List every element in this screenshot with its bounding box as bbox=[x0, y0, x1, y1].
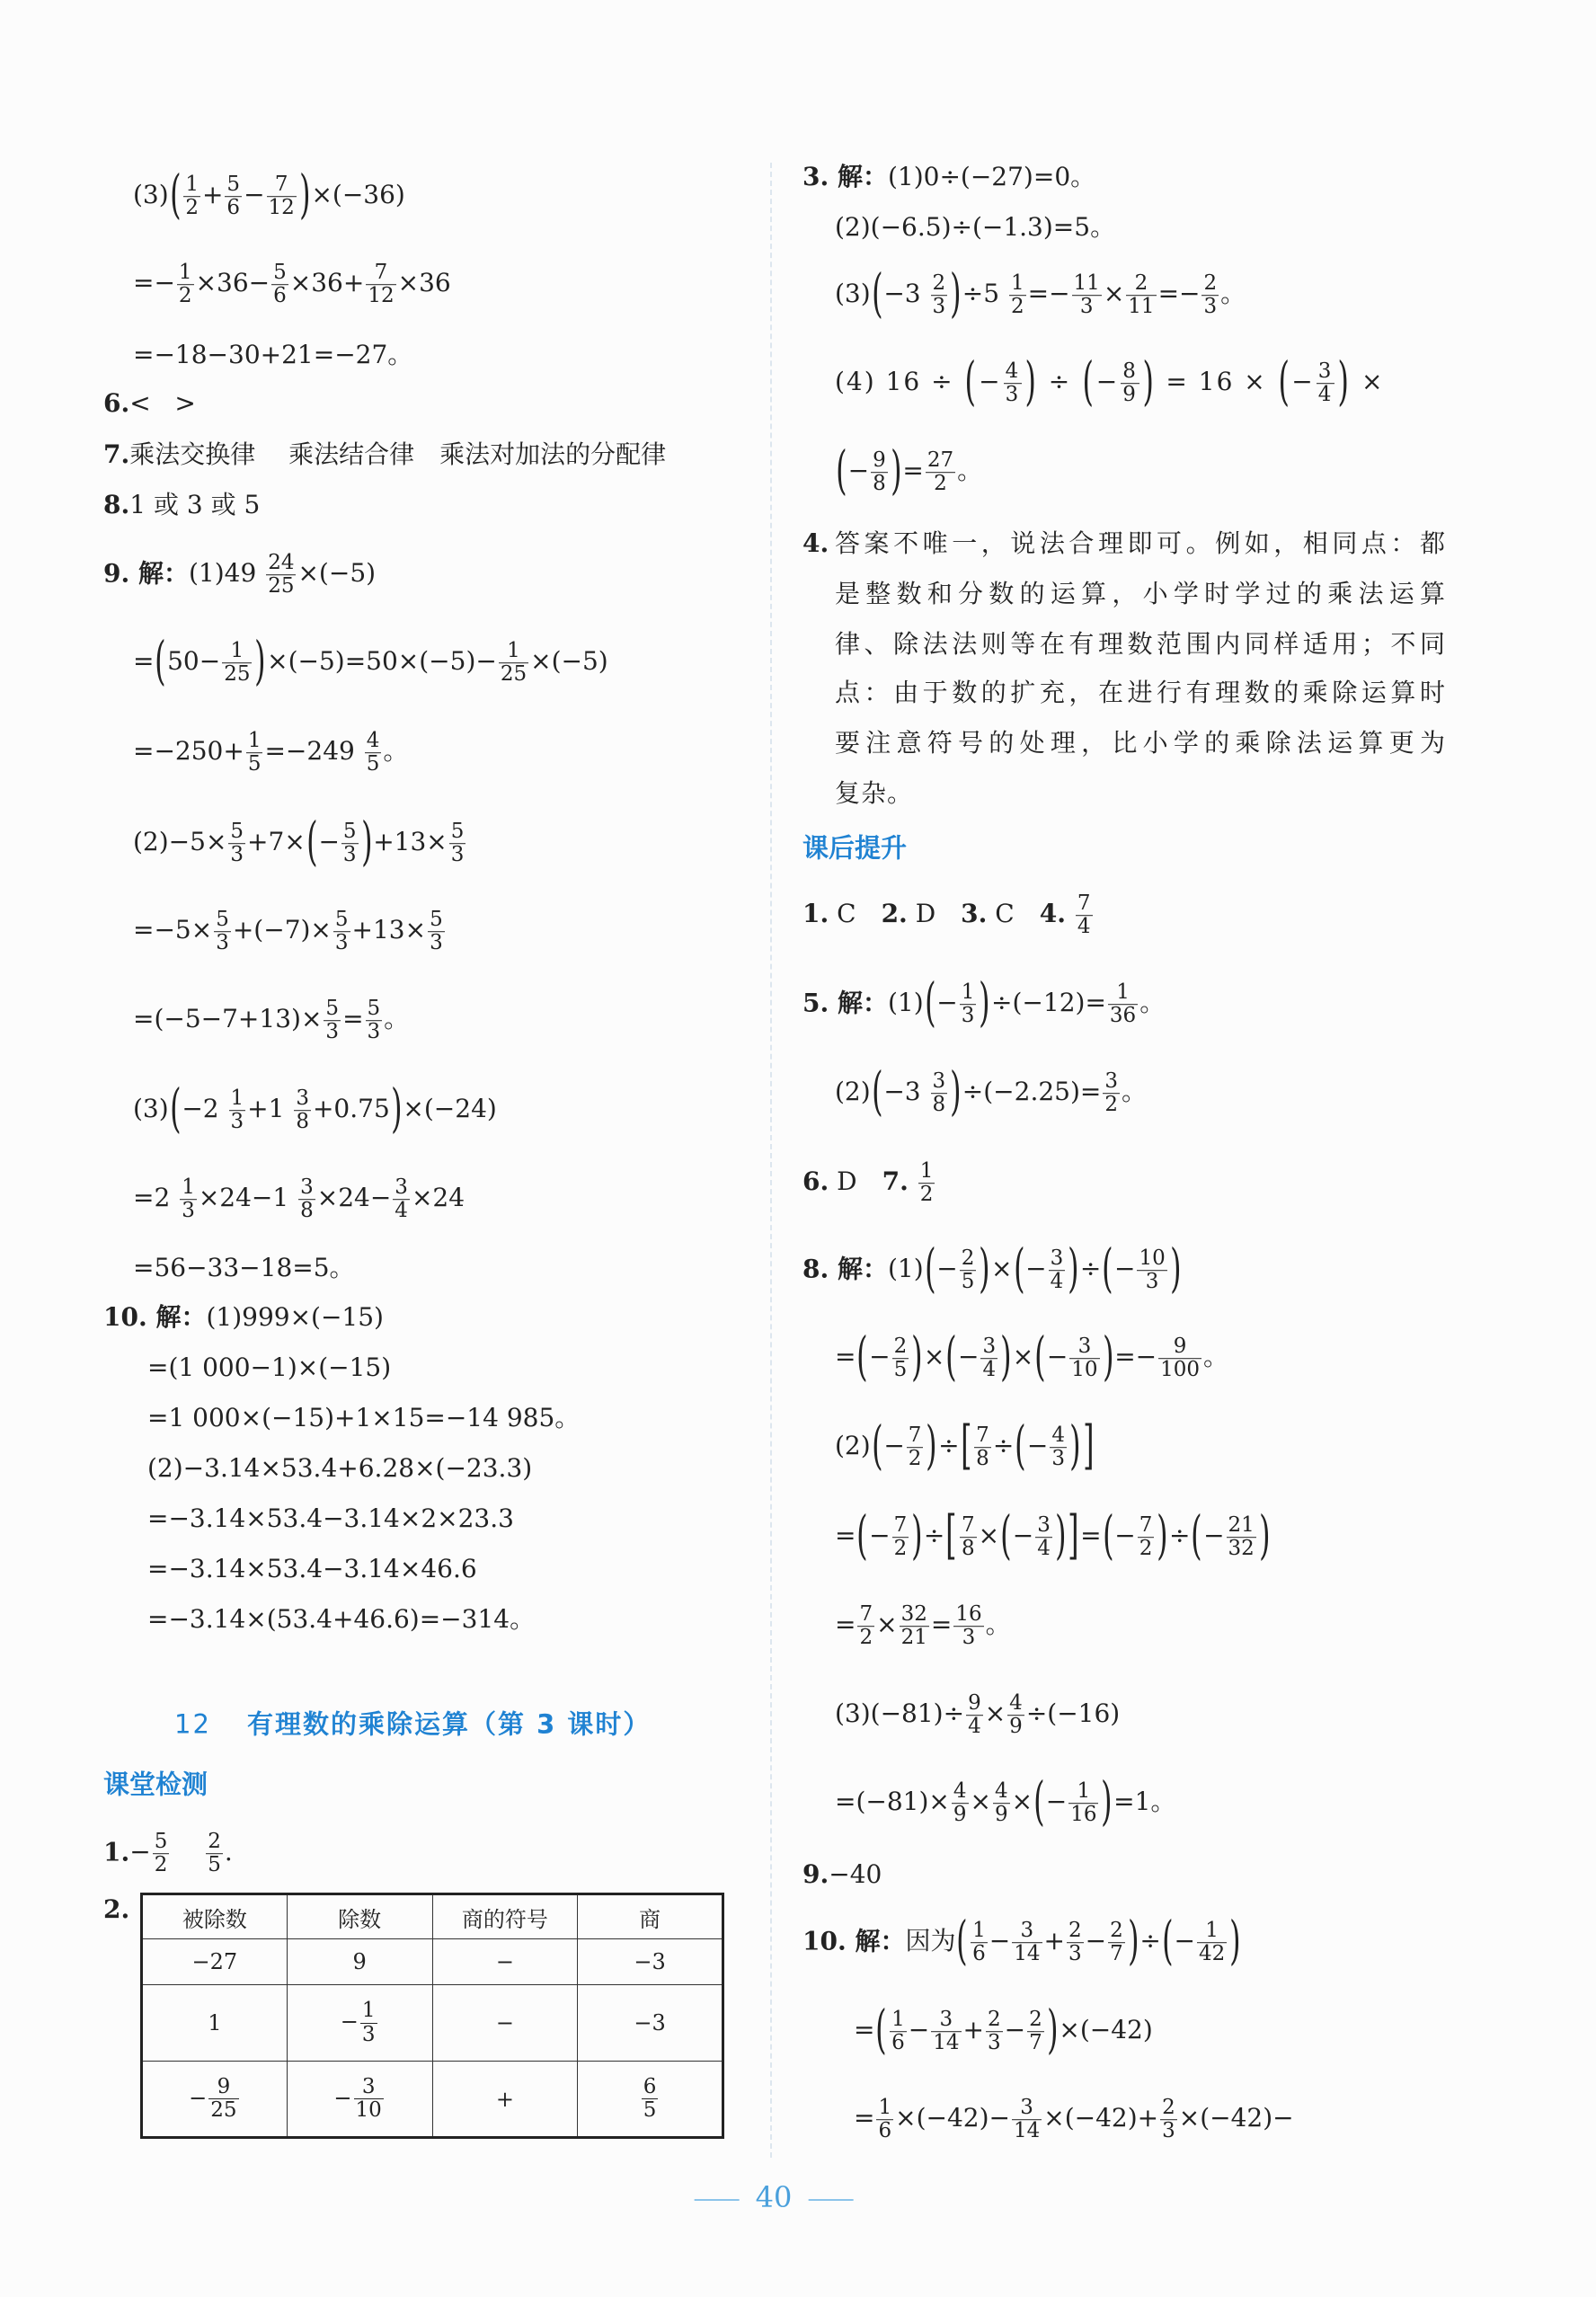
page-number: 40 bbox=[755, 2180, 793, 2214]
header-cell: 被除数 bbox=[142, 1894, 288, 1939]
expr: (2)(−6.5)÷(−1.3)=5。 bbox=[835, 212, 1116, 242]
math-line bbox=[835, 212, 1116, 242]
fraction: $\frac{1}{3}$ bbox=[230, 1086, 244, 1134]
fraction: $\frac{16}{3}$ bbox=[955, 1602, 982, 1650]
expr: =(−81)× $\frac{4}{9}$ × $\frac{4}{9}$ ×(− $\frac{1}{16}$ )=1。 bbox=[835, 1770, 1176, 1831]
expr: =−3.14×53.4−3.14×2×23.3 bbox=[147, 1503, 514, 1533]
math-line bbox=[133, 164, 405, 225]
answer-1 bbox=[103, 1831, 233, 1877]
expr: (4) 16 ÷ (− $\frac{4}{3}$ ) ÷ (− $\frac{8}{9}$ ) = 16 × (− $\frac{3}{4}$ ) × bbox=[835, 350, 1385, 412]
fraction: $\frac{7}{12}$ bbox=[368, 261, 395, 308]
fraction: $\frac{1}{3}$ bbox=[961, 980, 975, 1028]
fraction: $\frac{32}{21}$ bbox=[900, 1602, 927, 1650]
answer-4-text: 点：由于数的扩充，在进行有理数的乘除运算时 bbox=[835, 678, 1446, 707]
table-cell: −3 bbox=[578, 1939, 723, 1985]
expr: (2)(− $\frac{7}{2}$ )÷[ $\frac{7}{8}$ ÷(− $\frac{4}{3}$ )] bbox=[835, 1415, 1095, 1476]
fraction: $\frac{5}{3}$ bbox=[430, 908, 443, 955]
expr: −40 bbox=[829, 1859, 882, 1889]
expr: 1. C 2. D 3. C 4. $\frac{7}{4}$ bbox=[802, 891, 1091, 939]
fraction: $\frac{2}{3}$ bbox=[1203, 271, 1218, 319]
fraction: $\frac{2}{3}$ bbox=[1162, 2096, 1175, 2143]
question-number: 7. bbox=[103, 439, 130, 469]
math-line bbox=[147, 1503, 514, 1533]
fraction: $\frac{5}{2}$ bbox=[154, 1830, 168, 1877]
expr: =(50− $\frac{1}{25}$ )×(−5)=50×(−5)− $\frac{1}{25}$ ×(−5) bbox=[133, 630, 608, 691]
expr: =−3.14×53.4−3.14×46.6 bbox=[147, 1554, 477, 1583]
fraction: $\frac{3}{4}$ bbox=[1050, 1246, 1064, 1294]
column-divider bbox=[770, 163, 772, 2158]
fraction: $\frac{4}{3}$ bbox=[1005, 359, 1021, 407]
math-line bbox=[835, 350, 1385, 412]
fraction: $\frac{2}{5}$ bbox=[893, 1335, 908, 1382]
answer-9 bbox=[103, 552, 376, 599]
fraction: $\frac{5}{3}$ bbox=[367, 997, 381, 1044]
expr: =2 $\frac{1}{3}$ ×24−1 $\frac{3}{8}$ ×24− $\frac{3}{4}$ ×24 bbox=[133, 1175, 466, 1223]
fraction: $\frac{2}{3}$ bbox=[987, 2008, 1001, 2055]
math-line bbox=[147, 1403, 581, 1432]
answer-10 bbox=[103, 1302, 384, 1332]
table-cell: 9 bbox=[287, 1939, 432, 1985]
fraction: $\frac{9}{8}$ bbox=[873, 448, 886, 496]
math-line bbox=[133, 630, 608, 691]
header-cell: 除数 bbox=[287, 1894, 432, 1939]
fraction: $\frac{3}{4}$ bbox=[1317, 359, 1334, 407]
table-cell: − $\frac{3}{10}$ bbox=[287, 2062, 432, 2138]
math-line bbox=[835, 1326, 1229, 1387]
table-cell bbox=[578, 2062, 723, 2138]
expr: (− $\frac{9}{8}$ )= $\frac{27}{2}$ 。 bbox=[836, 439, 983, 501]
fraction: $\frac{21}{32}$ bbox=[1228, 1513, 1255, 1561]
table-header-row bbox=[142, 1894, 723, 1939]
table-cell: −3 bbox=[578, 1985, 723, 2062]
fraction: $\frac{1}{16}$ bbox=[1070, 1779, 1097, 1827]
math-line bbox=[835, 1504, 1271, 1565]
fraction: $\frac{1}{36}$ bbox=[1109, 980, 1137, 1028]
subsection-heading: 课堂检测 bbox=[103, 1769, 208, 1800]
question-number: 1. bbox=[103, 1837, 130, 1867]
fraction: $\frac{11}{3}$ bbox=[1073, 271, 1100, 319]
math-line bbox=[854, 1999, 1153, 2060]
fraction: $\frac{6}{5}$ bbox=[643, 2074, 657, 2122]
table-row bbox=[142, 2062, 723, 2138]
math-line bbox=[835, 1692, 1120, 1739]
math-line bbox=[133, 1255, 355, 1281]
fraction: $\frac{3}{14}$ bbox=[1013, 2096, 1041, 2143]
table-cell: + bbox=[432, 2062, 578, 2138]
fraction: $\frac{2}{3}$ bbox=[932, 271, 946, 319]
answer-5 bbox=[802, 971, 1166, 1033]
fraction: $\frac{3}{8}$ bbox=[296, 1086, 309, 1134]
fraction: $\frac{3}{8}$ bbox=[932, 1069, 946, 1117]
table-cell: − bbox=[432, 1939, 578, 1985]
answer-8 bbox=[802, 1237, 1182, 1299]
fraction: $\frac{7}{2}$ bbox=[908, 1423, 922, 1471]
question-number: 6. bbox=[103, 388, 130, 418]
expr: = $\frac{1}{6}$ ×(−42)− $\frac{3}{14}$ ×(−42)+ $\frac{2}{3}$ ×(−42)− bbox=[854, 2096, 1294, 2143]
fraction: $\frac{8}{9}$ bbox=[1122, 359, 1138, 407]
expr: =(− $\frac{7}{2}$ )÷[ $\frac{7}{8}$ ×(− $\frac{3}{4}$ )]=(− $\frac{7}{2}$ )÷(− $\frac{21}{32}$ ) bbox=[835, 1504, 1271, 1565]
math-line bbox=[835, 1060, 1148, 1122]
fraction: $\frac{1}{3}$ bbox=[361, 1999, 376, 2046]
fraction: $\frac{1}{2}$ bbox=[178, 261, 192, 308]
fraction: $\frac{5}{3}$ bbox=[342, 820, 357, 867]
expr: (3)(−2 $\frac{1}{3}$ +1 $\frac{3}{8}$ +0.75)×(−24) bbox=[133, 1078, 497, 1139]
footer-dash bbox=[808, 2199, 853, 2201]
fraction: $\frac{3}{10}$ bbox=[355, 2074, 382, 2122]
question-number: 3. 解： bbox=[802, 162, 888, 191]
table-cell: − bbox=[432, 1985, 578, 2062]
math-line bbox=[133, 730, 408, 776]
fraction: $\frac{9}{25}$ bbox=[210, 2074, 237, 2122]
table-cell: − $\frac{9}{25}$ bbox=[142, 2062, 288, 2138]
fraction: $\frac{1}{6}$ bbox=[891, 2008, 905, 2055]
expr: =1 000×(−15)+1×15=−14 985。 bbox=[147, 1403, 581, 1432]
header-cell: 商的符号 bbox=[432, 1894, 578, 1939]
fraction: $\frac{4}{5}$ bbox=[366, 729, 380, 776]
expr: (2)−5× $\frac{5}{3}$ +7×(− $\frac{5}{3}$ )+13× $\frac{5}{3}$ bbox=[133, 811, 465, 872]
math-line bbox=[835, 439, 983, 501]
fraction: $\frac{3}{4}$ bbox=[1037, 1513, 1051, 1561]
fraction: $\frac{1}{42}$ bbox=[1198, 1919, 1226, 1966]
fraction: $\frac{5}{3}$ bbox=[325, 997, 340, 1044]
fraction: $\frac{27}{2}$ bbox=[927, 448, 954, 496]
answer-3 bbox=[802, 164, 1095, 190]
fraction: $\frac{24}{25}$ bbox=[268, 551, 295, 599]
expr: =−5× $\frac{5}{3}$ +(−7)× $\frac{5}{3}$ +13× $\frac{5}{3}$ bbox=[133, 908, 443, 955]
fraction: $\frac{5}{3}$ bbox=[334, 908, 349, 955]
question-number: 10. 解： bbox=[802, 1926, 906, 1956]
fraction: $\frac{10}{3}$ bbox=[1139, 1246, 1166, 1294]
question-number: 10. 解： bbox=[103, 1302, 207, 1332]
fraction: $\frac{7}{4}$ bbox=[1077, 891, 1091, 939]
fraction: $\frac{7}{2}$ bbox=[1139, 1513, 1153, 1561]
math-line bbox=[835, 1603, 1011, 1650]
math-line bbox=[133, 1176, 465, 1223]
expr: 因为( $\frac{1}{6}$ − $\frac{3}{14}$ + $\frac{2}{3}$ − $\frac{2}{7}$ )÷(− $\frac{1}{42}$ ) bbox=[905, 1910, 1241, 1971]
fraction: $\frac{4}{9}$ bbox=[994, 1779, 1008, 1827]
fraction: $\frac{9}{100}$ bbox=[1160, 1335, 1201, 1382]
expr: < > bbox=[129, 388, 196, 418]
expr: 乘法交换律 乘法结合律 乘法对加法的分配律 bbox=[129, 439, 667, 469]
math-line bbox=[133, 909, 447, 955]
fraction: $\frac{1}{25}$ bbox=[224, 639, 251, 687]
expr: =−18−30+21=−27。 bbox=[133, 340, 413, 369]
question-number: 8. bbox=[103, 490, 130, 519]
expr: =( $\frac{1}{6}$ − $\frac{3}{14}$ + $\frac{2}{3}$ − $\frac{2}{7}$ )×(−42) bbox=[854, 1999, 1153, 2060]
answer-4-text: 复杂。 bbox=[835, 778, 914, 808]
fraction: $\frac{3}{14}$ bbox=[933, 2008, 960, 2055]
expr: (3)(−81)÷ $\frac{9}{4}$ × $\frac{4}{9}$ ÷(−16) bbox=[835, 1691, 1121, 1739]
fraction: $\frac{5}{3}$ bbox=[216, 908, 229, 955]
fraction: $\frac{5}{3}$ bbox=[230, 820, 244, 867]
answer-4-text: 是整数和分数的运算，小学时学过的乘法运算 bbox=[835, 579, 1446, 608]
expr: = $\frac{7}{2}$ × $\frac{32}{21}$ = $\frac{16}{3}$ 。 bbox=[835, 1602, 1011, 1650]
math-line bbox=[147, 1556, 477, 1582]
fraction: $\frac{2}{11}$ bbox=[1128, 271, 1155, 319]
fraction: $\frac{3}{2}$ bbox=[1104, 1069, 1118, 1117]
expr: =−3.14×(53.4+46.6)=−314。 bbox=[147, 1604, 536, 1634]
expr: 1 或 3 或 5 bbox=[129, 490, 261, 519]
fraction: $\frac{4}{3}$ bbox=[1051, 1423, 1066, 1471]
math-line bbox=[147, 1604, 536, 1634]
fraction: $\frac{9}{4}$ bbox=[968, 1691, 981, 1739]
fraction: $\frac{1}{5}$ bbox=[247, 729, 262, 776]
table-row bbox=[142, 1985, 723, 2062]
fraction: $\frac{2}{5}$ bbox=[961, 1246, 975, 1294]
section-number: 12 bbox=[174, 1708, 211, 1740]
math-line bbox=[133, 998, 409, 1044]
page-footer bbox=[678, 2180, 870, 2214]
fraction: $\frac{4}{9}$ bbox=[1009, 1691, 1023, 1739]
answer-4-text: 答案不唯一，说法合理即可。例如，相同点：都 bbox=[835, 528, 1446, 558]
expr: (3)(−3 $\frac{2}{3}$ )÷5 $\frac{1}{2}$ =− $\frac{11}{3}$ × $\frac{2}{11}$ =− $\frac{2}{3}$ 。 bbox=[835, 262, 1246, 324]
expr: (1)49 $\frac{24}{25}$ ×(−5) bbox=[188, 551, 377, 599]
fraction: $\frac{3}{14}$ bbox=[1014, 1919, 1041, 1966]
section-title bbox=[174, 1708, 652, 1740]
fraction: $\frac{7}{8}$ bbox=[961, 1513, 975, 1561]
answer-4-text: 要注意符号的处理，比小学的乘除法运算更为 bbox=[835, 728, 1446, 758]
math-line bbox=[835, 1415, 1095, 1476]
fraction: $\frac{3}{4}$ bbox=[982, 1335, 997, 1382]
fraction: $\frac{2}{3}$ bbox=[1068, 1919, 1082, 1966]
answer-4-text: 律、除法法则等在有理数范围内同样适用；不同 bbox=[835, 629, 1446, 659]
expr: =(−5−7+13)× $\frac{5}{3}$ = $\frac{5}{3}$ 。 bbox=[133, 997, 410, 1044]
fraction: $\frac{7}{2}$ bbox=[859, 1602, 873, 1650]
expr: =(− $\frac{2}{5}$ )×(− $\frac{3}{4}$ )×(− $\frac{3}{10}$ )=− $\frac{9}{100}$ 。 bbox=[835, 1326, 1229, 1387]
expr: (2)−3.14×53.4+6.28×(−23.3) bbox=[147, 1453, 533, 1483]
math-line bbox=[133, 1078, 497, 1139]
math-line bbox=[133, 342, 412, 368]
fraction: $\frac{1}{2}$ bbox=[919, 1159, 934, 1207]
division-table bbox=[140, 1893, 724, 2139]
answer-8 bbox=[103, 492, 260, 518]
table-cell: −27 bbox=[142, 1939, 288, 1985]
math-line bbox=[133, 811, 467, 872]
fraction: $\frac{1}{2}$ bbox=[1010, 271, 1024, 319]
math-line bbox=[835, 1770, 1176, 1831]
footer-dash bbox=[695, 2199, 740, 2201]
table-row bbox=[142, 1939, 723, 1985]
answer-7 bbox=[103, 439, 667, 469]
fraction: $\frac{5}{6}$ bbox=[273, 261, 287, 308]
expr: (1)999×(−15) bbox=[206, 1302, 384, 1332]
math-line bbox=[854, 2097, 1294, 2143]
fraction: $\frac{1}{6}$ bbox=[878, 2096, 892, 2143]
subsection-heading: 课后提升 bbox=[802, 832, 908, 864]
table-cell: − $\frac{1}{3}$ bbox=[287, 1985, 432, 2062]
expr: (1)(− $\frac{1}{3}$ )÷(−12)= $\frac{1}{36}$ 。 bbox=[887, 971, 1166, 1033]
fraction: $\frac{1}{2}$ bbox=[185, 173, 199, 220]
fraction: $\frac{7}{8}$ bbox=[976, 1423, 989, 1471]
question-number: 4. bbox=[802, 528, 829, 558]
question-number: 8. 解： bbox=[802, 1254, 888, 1284]
math-line bbox=[133, 262, 451, 308]
fraction: $\frac{7}{2}$ bbox=[893, 1513, 908, 1561]
fraction: $\frac{2}{7}$ bbox=[1110, 1919, 1123, 1966]
fraction: $\frac{1}{25}$ bbox=[500, 639, 528, 687]
expr: (3)( $\frac{1}{2}$ + $\frac{5}{6}$ − $\frac{7}{12}$ )×(−36) bbox=[133, 164, 405, 225]
fraction: $\frac{1}{3}$ bbox=[182, 1175, 195, 1223]
expr: (2)(−3 $\frac{3}{8}$ )÷(−2.25)= $\frac{3}{2}$ 。 bbox=[835, 1060, 1148, 1122]
fraction: $\frac{5}{3}$ bbox=[450, 820, 465, 867]
question-number: 9. bbox=[802, 1859, 829, 1889]
fraction: $\frac{3}{4}$ bbox=[395, 1175, 408, 1223]
expr: (1)(− $\frac{2}{5}$ )×(− $\frac{3}{4}$ )÷(− $\frac{10}{3}$ ) bbox=[887, 1237, 1182, 1299]
answer-6 bbox=[103, 388, 196, 418]
fraction: $\frac{4}{9}$ bbox=[953, 1779, 967, 1827]
expr: 6. D 7. $\frac{1}{2}$ bbox=[802, 1159, 934, 1207]
expr: =56−33−18=5。 bbox=[133, 1253, 355, 1282]
math-line bbox=[147, 1453, 533, 1483]
fraction: $\frac{3}{8}$ bbox=[300, 1175, 314, 1223]
fraction: $\frac{2}{5}$ bbox=[208, 1830, 221, 1877]
expr: − $\frac{5}{2}$ $\frac{2}{5}$ . bbox=[129, 1830, 233, 1877]
expr: =(1 000−1)×(−15) bbox=[147, 1352, 392, 1382]
question-number: 9. 解： bbox=[103, 558, 189, 589]
answers-1-4 bbox=[802, 892, 1095, 939]
table-cell: 1 bbox=[142, 1985, 288, 2062]
answer-9 bbox=[802, 1859, 882, 1889]
answers-6-7 bbox=[802, 1160, 936, 1207]
question-number: 2. bbox=[103, 1894, 130, 1924]
math-line bbox=[147, 1352, 392, 1382]
section-title-text: 有理数的乘除运算（第 3 课时） bbox=[247, 1708, 652, 1740]
answer-10 bbox=[802, 1910, 1242, 1971]
expr: =−250+ $\frac{1}{5}$ =−249 $\frac{4}{5}$ 。 bbox=[133, 729, 409, 776]
math-line bbox=[835, 262, 1246, 324]
fraction: $\frac{2}{7}$ bbox=[1029, 2008, 1042, 2055]
header-cell: 商 bbox=[578, 1894, 723, 1939]
fraction: $\frac{3}{10}$ bbox=[1071, 1335, 1098, 1382]
expr: (1)0÷(−27)=0。 bbox=[887, 162, 1096, 191]
fraction: $\frac{7}{12}$ bbox=[268, 173, 295, 220]
expr: =− $\frac{1}{2}$ ×36− $\frac{5}{6}$ ×36+ $\frac{7}{12}$ ×36 bbox=[133, 261, 451, 308]
fraction: $\frac{5}{6}$ bbox=[226, 173, 241, 220]
question-number: 5. 解： bbox=[802, 988, 888, 1018]
fraction: $\frac{1}{6}$ bbox=[972, 1919, 986, 1966]
